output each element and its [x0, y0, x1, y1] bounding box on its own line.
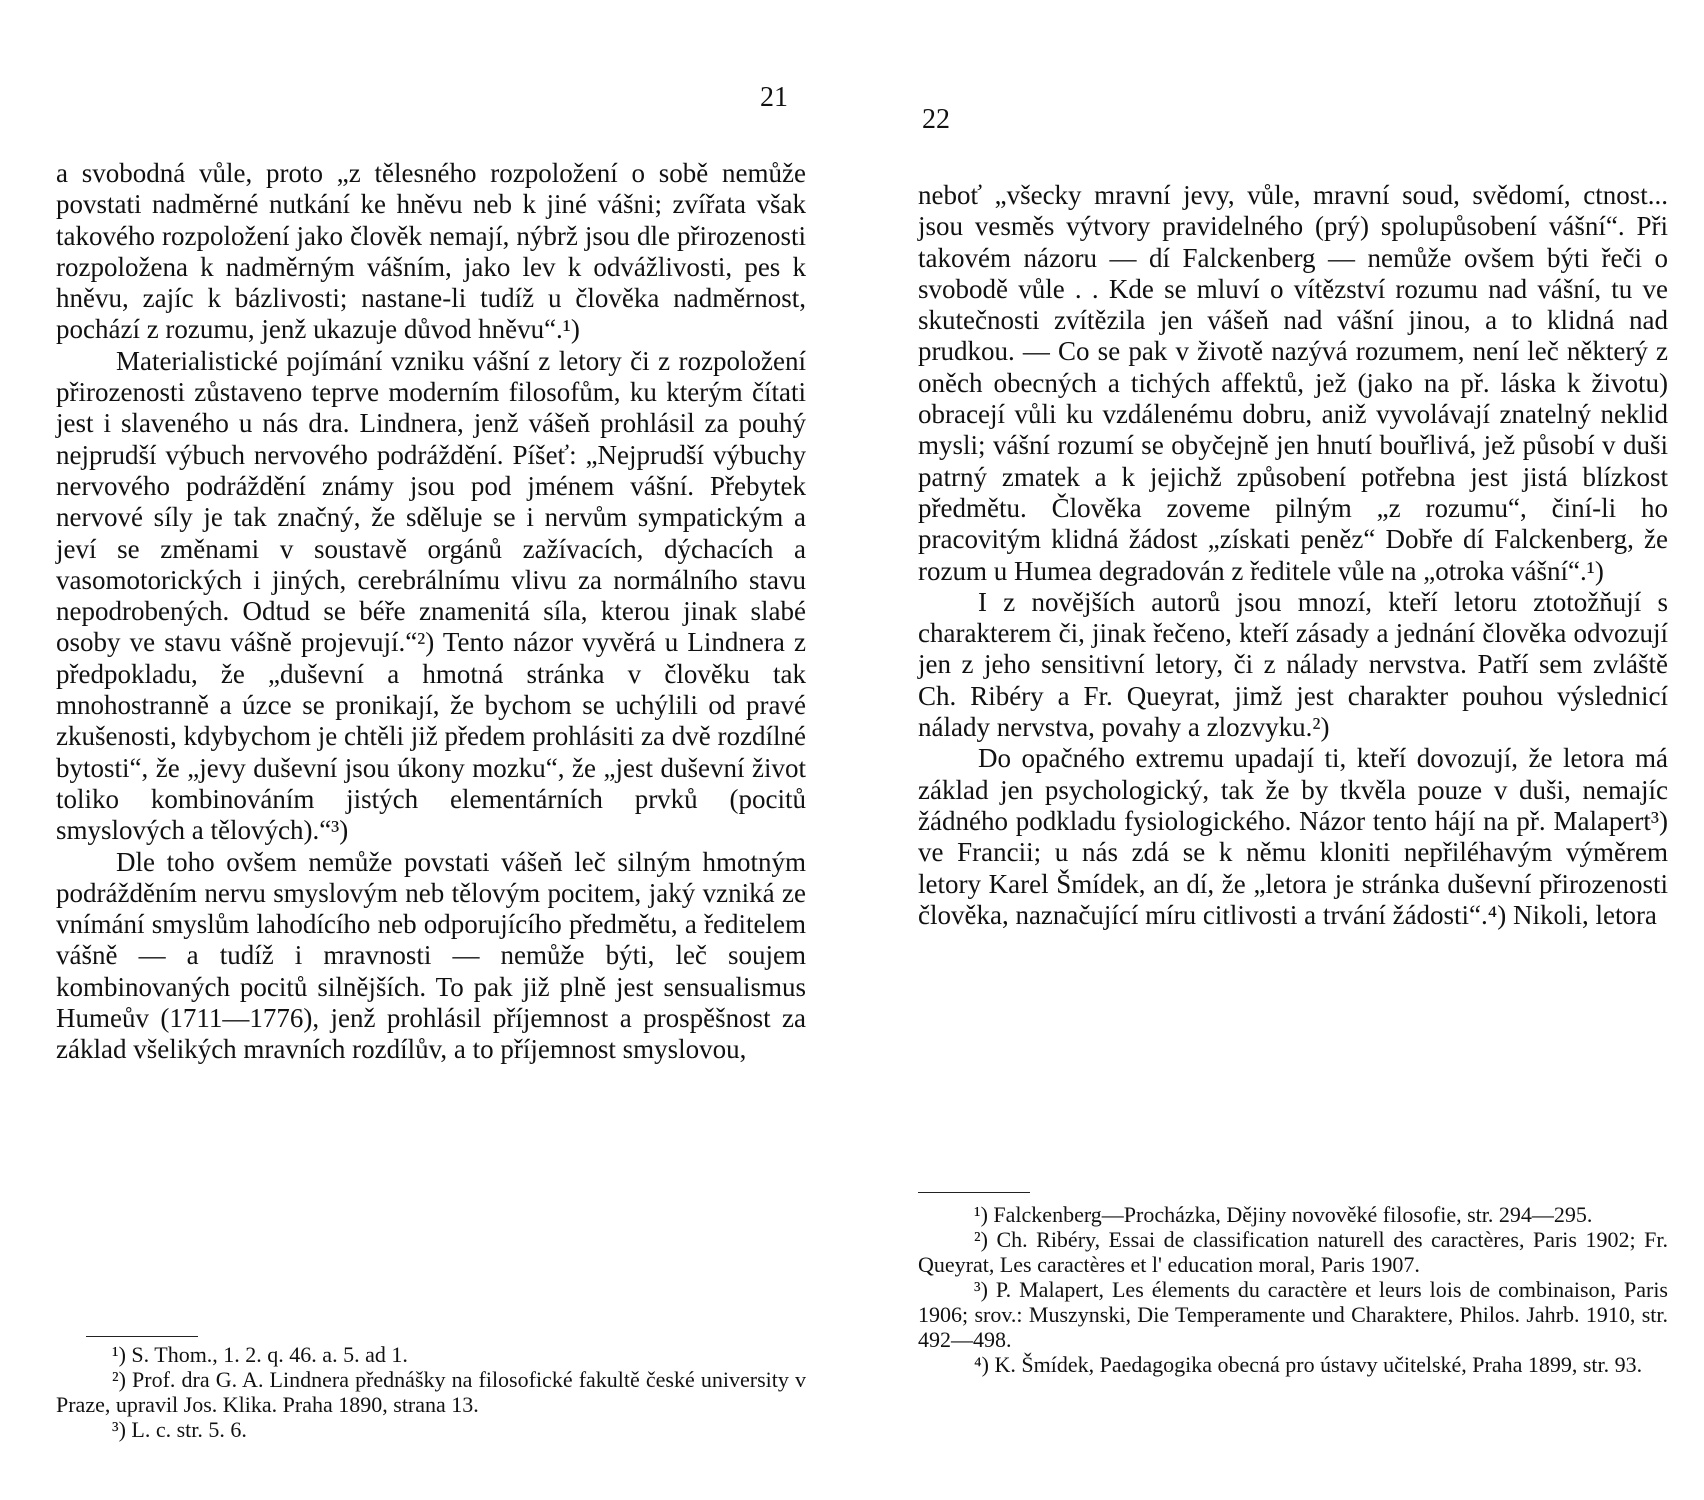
paragraph: Dle toho ovšem nemůže povstati vášeň leč silným hmotným podrážděním nervu smyslovým neb tělovým pocitem, jaký vzniká ze vnímání smyslům lahodícího neb odporujícího předmětu, a ředitelem vášně — a tudíž i mravnosti — nemůže býti, leč soujem kombinovaných pocitů silnějších. To pak již plně jest sensualismus Humeův (1711—1776), jenž prohlásil příjemnost a prospěšnost za základ všelikých mravních rozdílův, a to příjemnost smyslovou,	[56, 846, 806, 1065]
footnote: ¹) S. Thom., 1. 2. q. 46. a. 5. ad 1.	[112, 1342, 408, 1367]
paragraph: Do opačného extremu upadají ti, kteří dovozují, že letora má základ jen psychologický, tak že by tkvěla pouze v duši, nemajíc žádného podkladu fysiologického. Názor tento hájí na př. Malapert³) ve Francii; u nás zdá se k němu kloniti nepřiléhavým výměrem letory Karel Šmídek, an dí, že „letora je stránka duševní přirozenosti člověka, naznačující míru citlivosti a trvání žádosti“.⁴) Nikoli, letora	[918, 743, 1668, 930]
paragraph: Materialistické pojímání vzniku vášní z letory či z rozpoložení přirozenosti zůstaveno teprve moderním filosofům, ku kterým čítati jest i slaveného u nás dra. Lindnera, jenž vášeň prohlásil za pouhý nejprudší výbuch nervového podráždění. Píšeť: „Nejprudší výbuchy nervového podráždění známy jsou pod jménem vášní. Přebytek nervové síly je tak značný, že sděluje se i nervům sympatickým a jeví se změnami v soustavě orgánů zažívacích, dýchacích a vasomotorických i jiných, cerebrálnímu vlivu za normálního stavu nepodrobených. Odtud se béře znamenitá síla, kterou jinak slabé osoby ve stavu vášně projevují.“²) Tento názor vyvěrá u Lindnera z předpokladu, že „duševní a hmotná stránka v člověku tak mnohostranně a úzce se pronikají, že bychom se uchýlili od pravé zkušenosti, kdybychom je chtěli již předem prohlásiti za dvě rozdílné bytosti“, že „jevy duševní jsou úkony mozku“, že „jest duševní život toliko kombinováním jistých elementárních prvků (pocitů smyslových a tělových).“³)	[56, 345, 806, 846]
right-page	[852, 0, 1704, 1500]
footnote: ²) Prof. dra G. A. Lindnera přednášky na filosofické fakultě české university v Praze, upravil Jos. Klika. Praha 1890, strana 13.	[56, 1367, 806, 1417]
footnote: ¹) Falckenberg—Procházka, Dějiny novověké filosofie, str. 294—295.	[974, 1202, 1593, 1227]
footnote: ³) P. Malapert, Les élements du caractère et leurs lois de combinaison, Paris 1906; srov.: Muszynski, Die Temperamente und Charaktere, Philos. Jahrb. 1910, str. 492—498.	[918, 1277, 1668, 1352]
paragraph: I z novějších autorů jsou mnozí, kteří letoru ztotožňují s charakterem či, jinak řečeno, kteří zásady a jednání člověka odvozují jen z jeho sensitivní letory, či z nálady nervstva. Patří sem zvláště Ch. Ribéry a Fr. Queyrat, jimž jest charakter pouhou výslednicí nálady nervstva, povahy a zlozvyku.²)	[918, 586, 1668, 743]
body-text	[56, 158, 806, 1066]
footnote: ²) Ch. Ribéry, Essai de classification naturell des caractères, Paris 1902; Fr. Queyrat, Les caractères et l' education moral, Paris 1907.	[918, 1227, 1668, 1277]
page-number: 22	[922, 104, 950, 135]
footnote-divider	[86, 1336, 198, 1337]
footnote: ⁴) K. Šmídek, Paedagogika obecná pro ústavy učitelské, Praha 1899, str. 93.	[974, 1352, 1643, 1377]
footnotes	[56, 1342, 806, 1442]
paragraph: neboť „všecky mravní jevy, vůle, mravní soud, svědomí, ctnost... jsou vesměs výtvory pravidelného (prý) spolupůsobení vášní“. Při takovém názoru — dí Falckenberg — nemůže ovšem býti řeči o svobodě vůle . . Kde se mluví o vítězství rozumu nad vášní, tu ve skutečnosti zvítězila jen vášeň nad vášní jinou, a to klidná nad prudkou. — Co se pak v životě nazývá rozumem, není leč některý z oněch obecných a tichých affektů, jež (jako na př. láska k životu) obracejí vůli ku vzdálenému dobru, aniž vyvolávají znatelný neklid mysli; vášní rozumí se obyčejně jen hnutí bouřlivá, jež působí v duši patrný zmatek a k jejichž způsobení potřebna jest jistá blízkost předmětu. Člověka zoveme pilným „z rozumu“, činí-li ho pracovitým klidná žádost „získati peněz“ Dobře dí Falckenberg, že rozum u Humea degradován z ředitele vůle na „otroka vášní“.¹)	[918, 180, 1668, 586]
footnote: ³) L. c. str. 5. 6.	[112, 1417, 247, 1442]
body-text	[918, 180, 1668, 931]
footnote-divider	[918, 1192, 1030, 1193]
paragraph: a svobodná vůle, proto „z tělesného rozpoložení o sobě nemůže povstati nadměrné nutkání ke hněvu neb k jiné vášni; zvířata však takového rozpoložení jako člověk nemají, nýbrž jsou dle přirozenosti rozpoložena k nadměrným vášním, jako lev k odvážlivosti, pes k hněvu, zajíc k bázlivosti; nastane-li tudíž u člověka nadměrnost, pochází z rozumu, jenž ukazuje důvod hněvu“.¹)	[56, 158, 806, 345]
page-number: 21	[760, 82, 788, 113]
footnotes	[918, 1202, 1668, 1377]
